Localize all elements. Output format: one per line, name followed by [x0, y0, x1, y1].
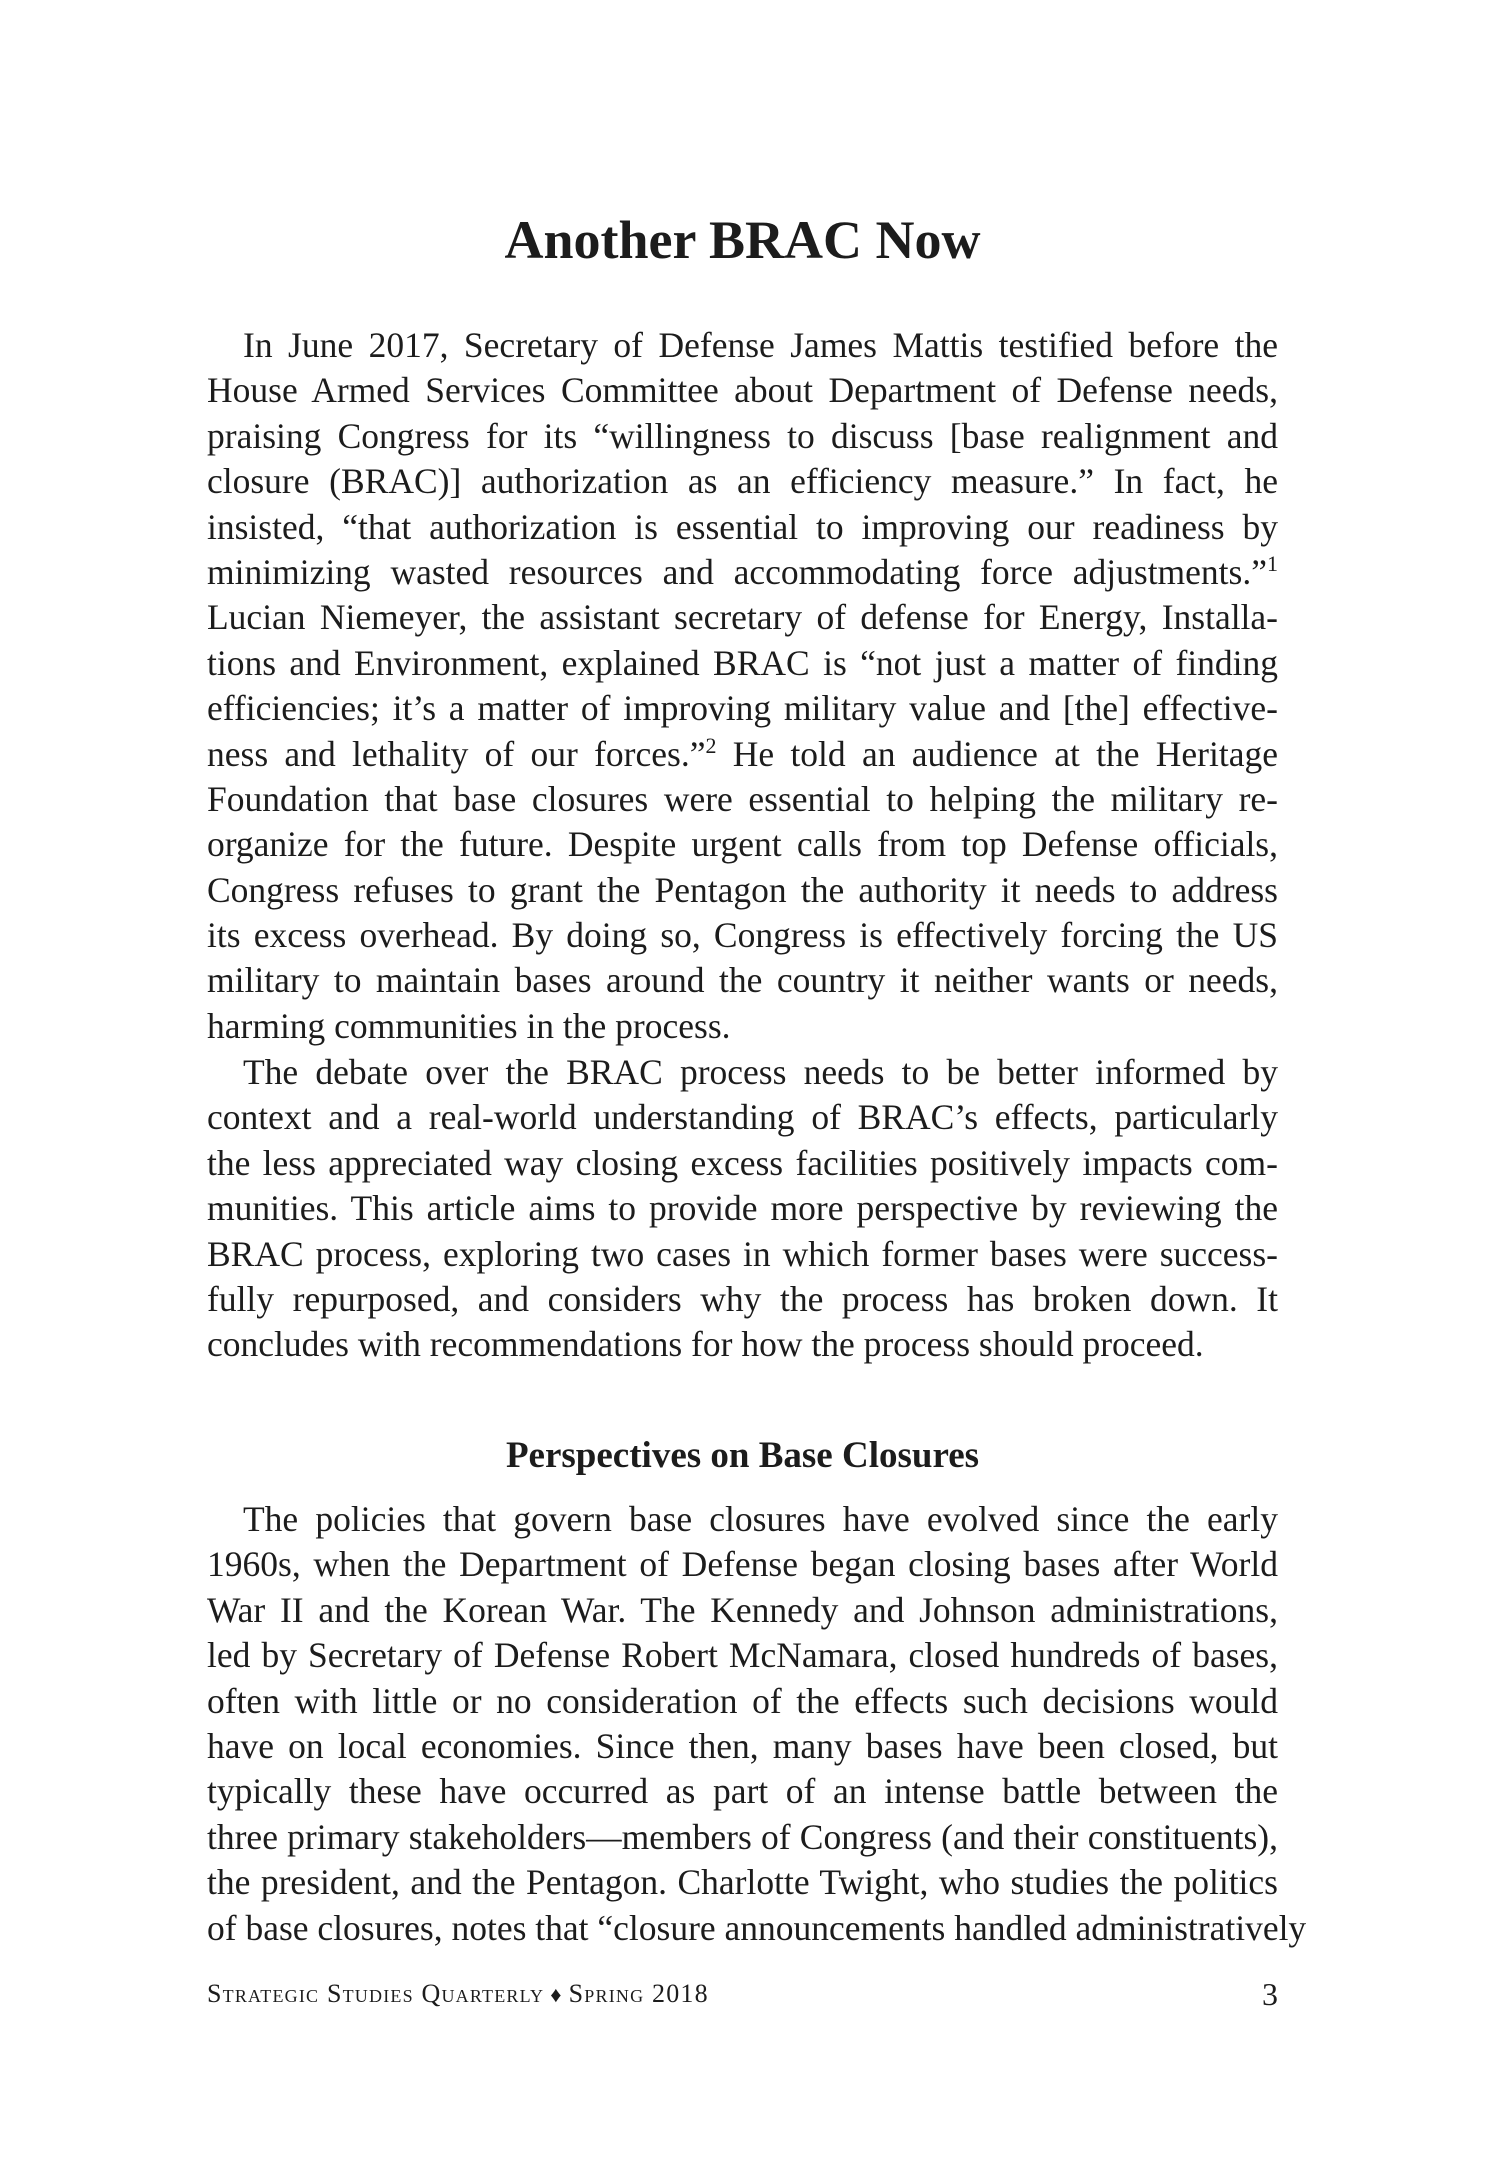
text-line: The policies that govern base closures have evolved since the early [243, 1499, 1278, 1539]
text-segment: ness and lethality of our forces.” [207, 733, 706, 774]
text-line: BRAC process, exploring two cases in which former bases were success- [207, 1233, 1278, 1274]
text-line: concludes with recommendations for how the process should proceed. [207, 1324, 1204, 1365]
text-line: House Armed Services Committee about Department of Defense needs, [207, 370, 1278, 411]
page-number: 3 [1262, 1976, 1278, 2012]
text-line: munities. This article aims to provide more perspective by reviewing the [207, 1188, 1278, 1229]
text-line: praising Congress for its “willingness to discuss [base realignment and [207, 415, 1278, 456]
paragraph-history [207, 1497, 1307, 1951]
text-line: the less appreciated way closing excess facilities positively impacts com- [207, 1142, 1278, 1183]
text-line: the president, and the Pentagon. Charlotte Twight, who studies the politics [207, 1862, 1278, 1903]
text-line: War II and the Korean War. The Kennedy and Johnson administrations, [207, 1589, 1278, 1630]
text-line-with-footnote [207, 732, 1278, 777]
text-line: organize for the future. Despite urgent calls from top Defense officials, [207, 824, 1278, 865]
journal-name: Strategic Studies Quarterly [207, 1979, 545, 2008]
text-line: context and a real-world understanding of BRAC’s effects, particularly [207, 1097, 1278, 1138]
text-line: 1960s, when the Department of Defense began closing bases after World [207, 1544, 1278, 1585]
text-line: Congress refuses to grant the Pentagon the authority it needs to address [207, 869, 1278, 910]
section-heading: Perspectives on Base Closures [505, 1435, 980, 1476]
text-line: fully repurposed, and considers why the process has broken down. It [207, 1278, 1278, 1319]
paragraph-overview [207, 1050, 1278, 1368]
text-line: tions and Environment, explained BRAC is “not just a matter of finding [207, 642, 1278, 683]
text-line: insisted, “that authorization is essential to improving our readiness by [207, 506, 1278, 547]
text-line: typically these have occurred as part of an intense battle between the [207, 1771, 1278, 1812]
footnote-marker: 2 [705, 732, 717, 758]
text-line: harming communities in the process. [207, 1005, 731, 1046]
text-line: have on local economies. Since then, many bases have been closed, but [207, 1725, 1278, 1766]
text-line: The debate over the BRAC process needs to be better informed by [243, 1052, 1278, 1092]
text-line: of base closures, notes that “closure announcements handled administratively [207, 1907, 1307, 1948]
text-line: In June 2017, Secretary of Defense James Mattis testified before the [243, 325, 1278, 365]
diamond-icon: ♦ [550, 1982, 563, 2007]
text-segment: minimizing wasted resources and accommodating force adjustments.” [207, 551, 1267, 592]
article-title: Another BRAC Now [504, 210, 981, 270]
text-segment: He told an audience at the Heritage [716, 733, 1278, 774]
text-line: three primary stakeholders—members of Congress (and their constituents), [207, 1816, 1278, 1857]
text-line: closure (BRAC)] authorization as an efficiency measure.” In fact, he [207, 461, 1278, 502]
page-footer [207, 1974, 1278, 2014]
text-line: efficiencies; it’s a matter of improving military value and [the] effective- [207, 688, 1278, 729]
text-line: Lucian Niemeyer, the assistant secretary of defense for Energy, Installa- [207, 597, 1278, 638]
paragraph-intro [207, 323, 1278, 1049]
issue-label: Spring 2018 [568, 1979, 709, 2008]
text-line: military to maintain bases around the country it neither wants or needs, [207, 960, 1278, 1001]
running-footer [207, 1974, 709, 2015]
footnote-marker: 1 [1267, 550, 1278, 576]
text-line-with-footnote [207, 550, 1278, 595]
text-line: Foundation that base closures were essential to helping the military re- [207, 778, 1278, 819]
text-line: its excess overhead. By doing so, Congress is effectively forcing the US [207, 915, 1278, 956]
text-line: led by Secretary of Defense Robert McNamara, closed hundreds of bases, [207, 1635, 1278, 1676]
text-line: often with little or no consideration of the effects such decisions would [207, 1680, 1278, 1721]
